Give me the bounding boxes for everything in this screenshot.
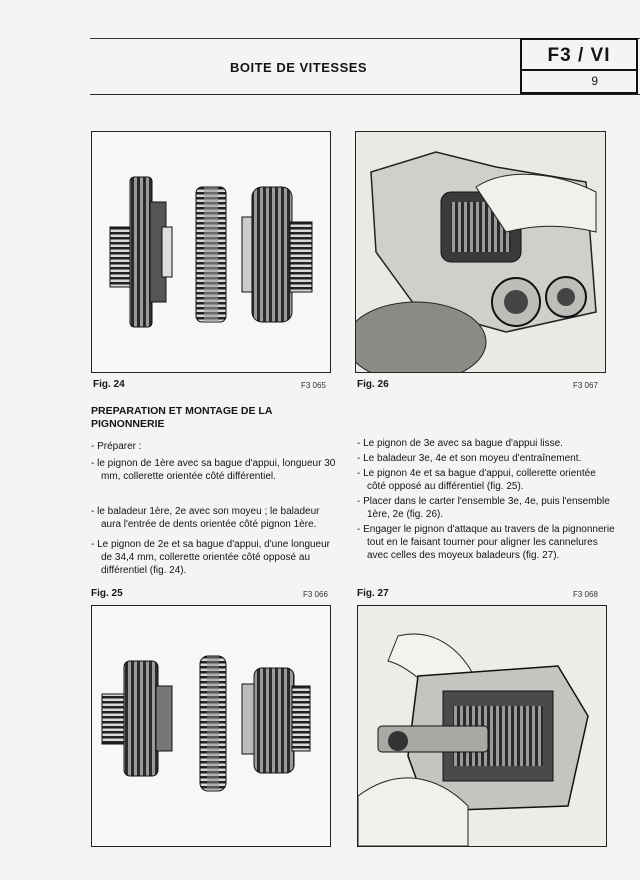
section-code: F3 / VI <box>522 43 636 71</box>
right-item-5: - Engager le pignon d'attaque au travers de la pignonnerie tout en le faisant tourner pour aligner les cannelures avec celles des moyeux baladeurs (fig. 27). <box>357 523 617 562</box>
header-bottom-rule <box>90 94 640 95</box>
figure-26-label: Fig. 26 <box>357 379 389 390</box>
section-title: PREPARATION ET MONTAGE DE LA PIGNONNERIE <box>91 405 273 430</box>
figure-26-photo <box>355 131 606 373</box>
left-item-2: - le pignon de 1ère avec sa bague d'appui, longueur 30 mm, collerette orientée côté différentiel. <box>91 457 341 483</box>
section-code-box <box>520 38 638 94</box>
figure-24-photo <box>91 131 331 373</box>
right-item-1: - Le pignon de 3e avec sa bague d'appui lisse. <box>357 437 617 450</box>
figure-26-ref: F3 067 <box>573 381 598 390</box>
page-number: 9 <box>591 74 598 88</box>
left-item-4: - Le pignon de 2e et sa bague d'appui, d'une longueur de 34,4 mm, collerette orientée côté opposé au différentiel (fig. 24). <box>91 538 341 577</box>
figure-25-photo <box>91 605 331 847</box>
figure-25-label: Fig. 25 <box>91 588 123 599</box>
figure-24-ref: F3 065 <box>301 381 326 390</box>
figure-24-label: Fig. 24 <box>93 379 125 390</box>
right-item-2: - Le baladeur 3e, 4e et son moyeu d'entraînement. <box>357 452 617 465</box>
figure-27-photo <box>357 605 607 847</box>
page-title: BOITE DE VITESSES <box>230 60 368 75</box>
figure-27-label: Fig. 27 <box>357 588 389 599</box>
figure-27-ref: F3 068 <box>573 590 598 599</box>
figure-25-ref: F3 066 <box>303 590 328 599</box>
right-item-3: - Le pignon 4e et sa bague d'appui, collerette orientée côté opposé au différentiel (fig. 25). <box>357 467 617 493</box>
right-item-4: - Placer dans le carter l'ensemble 3e, 4e, puis l'ensemble 1ère, 2e (fig. 26). <box>357 495 617 521</box>
left-item-3: - le baladeur 1ère, 2e avec son moyeu ; le baladeur aura l'entrée de dents orientée côté pignon 1ère. <box>91 505 341 531</box>
left-item-1: - Préparer : <box>91 440 341 453</box>
